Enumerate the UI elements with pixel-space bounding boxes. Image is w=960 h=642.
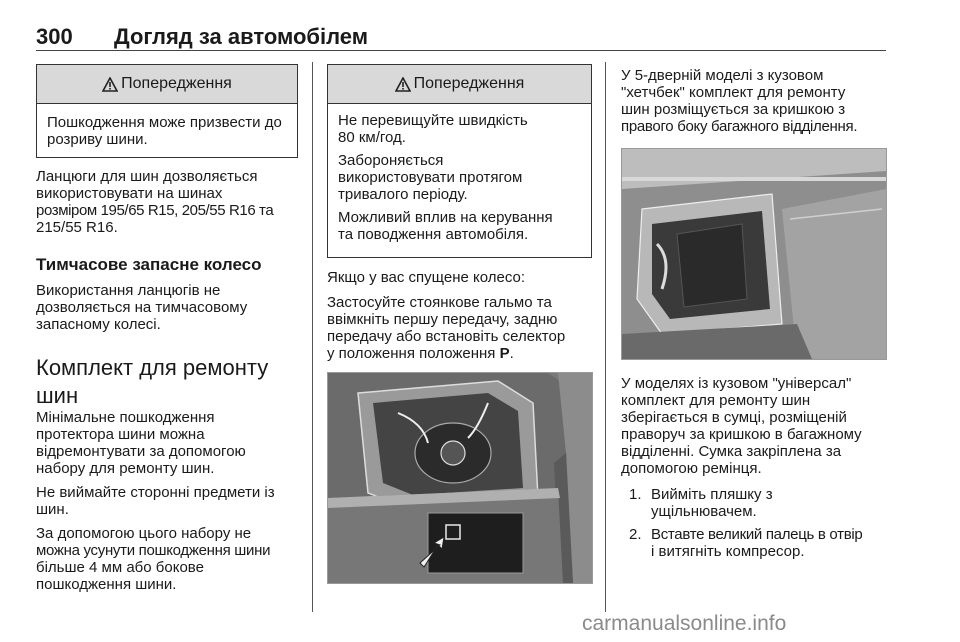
list-text-line: ущільнювачем. [651,503,757,520]
text-line: дозволяється на тимчасовому [36,299,248,316]
column-divider [312,62,313,612]
text-line: У моделях із кузовом "універсал" [621,375,852,392]
text-span: у положення положення [327,345,500,362]
text-line: ввімкніть першу передачу, задню [327,311,558,328]
text-line: передачу або встановіть селектор [327,328,566,345]
flat-tire-text: Якщо у вас спущене колесо: [327,269,526,286]
heading-line: шин [36,383,79,408]
text-line: використовувати на шинах [36,185,223,202]
text-line: комплект для ремонту шин [621,392,811,409]
warning-title: Попередження [121,75,232,92]
warning-title: Попередження [413,75,525,92]
hatchback-illustration [622,149,886,359]
warning-triangle-icon [395,77,411,92]
text-line: Можливий вплив на керування [338,209,553,226]
gear-position-p: P [499,345,510,362]
warning-text: Пошкодження може призвести до розриву шини. [47,114,282,148]
list-text-line: Вийміть пляшку з [651,486,773,503]
text-line: Застосуйте стоянкове гальмо та [327,294,552,311]
warning-box [327,64,592,258]
repair-kit-heading [36,354,306,410]
text-line: Не перевищуйте швидкість [338,112,528,129]
hatchback-paragraph [621,67,901,135]
text-line: За допомогою цього набору не [36,525,252,542]
text-line: правого боку багажного відділення. [621,118,858,135]
minor-damage-paragraph [36,409,306,477]
text-line: більше 4 мм або бокове [36,559,204,576]
column-2 [327,64,592,362]
text-line: шин. [36,501,69,518]
text-line: Мінімальне пошкодження [36,409,215,426]
text-line: пошкодження шини. [36,576,177,593]
temp-spare-paragraph [36,282,306,333]
list-number: 2. [629,526,642,543]
steps-paragraph [327,294,597,362]
header-rule [36,50,886,51]
warning-box [36,64,298,158]
text-span: . [509,345,514,362]
page-number: 300 [36,24,73,49]
warning-paragraph [338,112,581,146]
text-line: У 5-дверній моделі з кузовом [621,67,824,84]
foreign-objects-paragraph [36,484,306,518]
list-item [621,486,901,520]
column-1 [36,64,298,593]
text-line: Забороняється [338,152,444,169]
text-line: Ланцюги для шин дозволяється [36,168,258,185]
temp-spare-heading: Тимчасове запасне колесо [36,255,262,274]
watermark: carmanualsonline.info [582,612,787,635]
text-line: відділенні. Сумка закріплена за [621,443,842,460]
hatchback-panel-figure [621,148,887,360]
list-text-line: Вставте великий палець в отвір [651,526,863,543]
trunk-illustration [328,373,592,583]
text-line: розміром 195/65 R15, 205/55 R16 та [36,202,274,219]
text-line: зберігається в сумці, розміщеній [621,409,847,426]
column-divider [605,62,606,612]
page-title: Догляд за автомобілем [114,24,369,49]
text-line: шин розміщується за кришкою з [621,101,846,118]
text-line: допомогою ремінця. [621,460,762,477]
text-line: Не виймайте сторонні предмети із [36,484,275,501]
text-line: відремонтувати за допомогою [36,443,246,460]
text-line: використовувати протягом [338,169,523,186]
text-line: тривалого періоду. [338,186,468,203]
warning-paragraph [338,209,581,243]
chains-paragraph [36,168,306,236]
list-text-line: і витягніть компресор. [651,543,805,560]
warning-paragraph [338,152,581,203]
text-line: та поводження автомобіля. [338,226,529,243]
text-line: праворуч за кришкою в багажному [621,426,862,443]
text-line: запасному колесі. [36,316,161,333]
list-item [621,526,901,560]
text-line: 80 км/год. [338,129,406,146]
text-line: Використання ланцюгів не [36,282,221,299]
text-line: набору для ремонту шин. [36,460,215,477]
text-line: 215/55 R16. [36,219,118,236]
wagon-paragraph [621,375,901,477]
text-line: "хетчбек" комплект для ремонту [621,84,846,101]
trunk-spare-wheel-figure [327,372,593,584]
list-number: 1. [629,486,642,503]
warning-triangle-icon [102,77,118,92]
heading-line: Комплект для ремонту [36,355,269,380]
warning-header [37,65,297,104]
steps-list [621,486,901,566]
text-line [327,345,597,362]
kit-capability-paragraph [36,525,308,593]
warning-header [328,65,591,104]
text-line: протектора шини можна [36,426,205,443]
text-line: можна усунути пошкодження шини [36,542,271,559]
